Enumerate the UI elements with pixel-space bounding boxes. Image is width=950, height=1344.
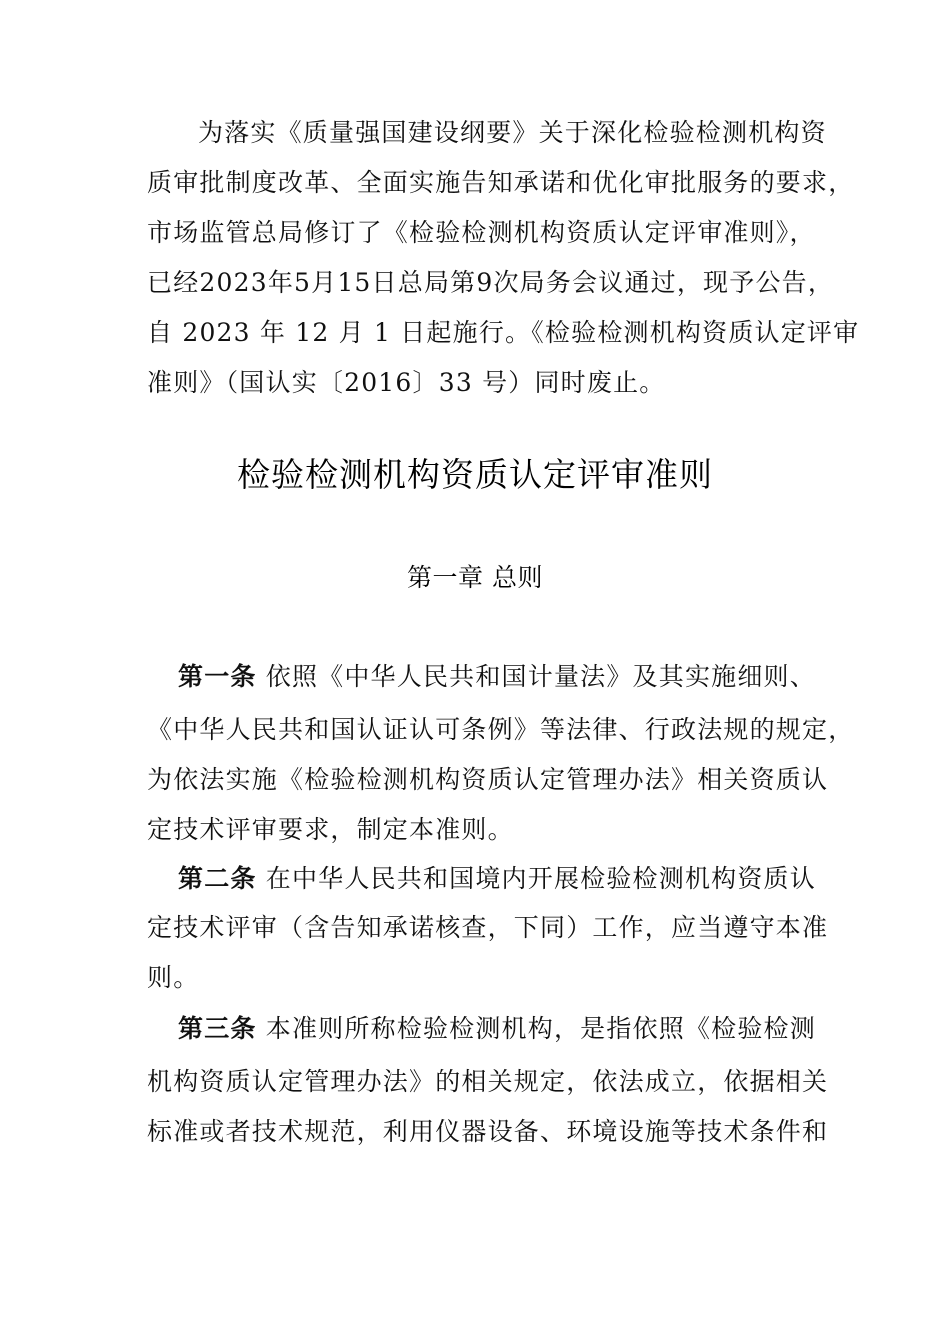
article-text: 依照《中华人民共和国计量法》及其实施细则、	[256, 662, 816, 691]
article-line: 定技术评审（含告知承诺核查，下同）工作，应当遵守本准	[147, 913, 829, 942]
article-first-line	[178, 1014, 816, 1044]
article-line: 机构资质认定管理办法》的相关规定，依法成立，依据相关	[147, 1067, 829, 1096]
article-text: 在中华人民共和国境内开展检验检测机构资质认	[256, 864, 816, 893]
preamble-line: 准则》（国认实〔2016〕33 号）同时废止。	[147, 368, 666, 397]
preamble-line: 市场监管总局修订了《检验检测机构资质认定评审准则》，	[147, 218, 816, 247]
preamble-line: 已经2023年5月15日总局第9次局务会议通过，现予公告，	[147, 268, 835, 297]
chapter-heading: 第一章 总则	[407, 563, 543, 592]
preamble-line: 自 2023 年 12 月 1 日起施行。《检验检测机构资质认定评审	[147, 318, 860, 347]
document-title: 检验检测机构资质认定评审准则	[237, 455, 713, 494]
preamble-line: 为落实《质量强国建设纲要》关于深化检验检测机构资	[198, 118, 827, 147]
article-first-line	[178, 864, 816, 894]
article-line: 标准或者技术规范，利用仪器设备、环境设施等技术条件和	[147, 1117, 829, 1146]
article-line: 定技术评审要求，制定本准则。	[147, 815, 514, 844]
article-label: 第二条	[178, 864, 257, 893]
article-line: 则。	[147, 963, 200, 992]
article-text: 本准则所称检验检测机构，是指依照《检验检测	[256, 1014, 816, 1043]
article-first-line	[178, 662, 816, 692]
article-label: 第一条	[178, 662, 257, 691]
article-line: 《中华人民共和国认证认可条例》等法律、行政法规的规定，	[147, 715, 855, 744]
article-label: 第三条	[178, 1014, 257, 1043]
preamble-line: 质审批制度改革、全面实施告知承诺和优化审批服务的要求，	[147, 168, 855, 197]
article-line: 为依法实施《检验检测机构资质认定管理办法》相关资质认	[147, 765, 829, 794]
